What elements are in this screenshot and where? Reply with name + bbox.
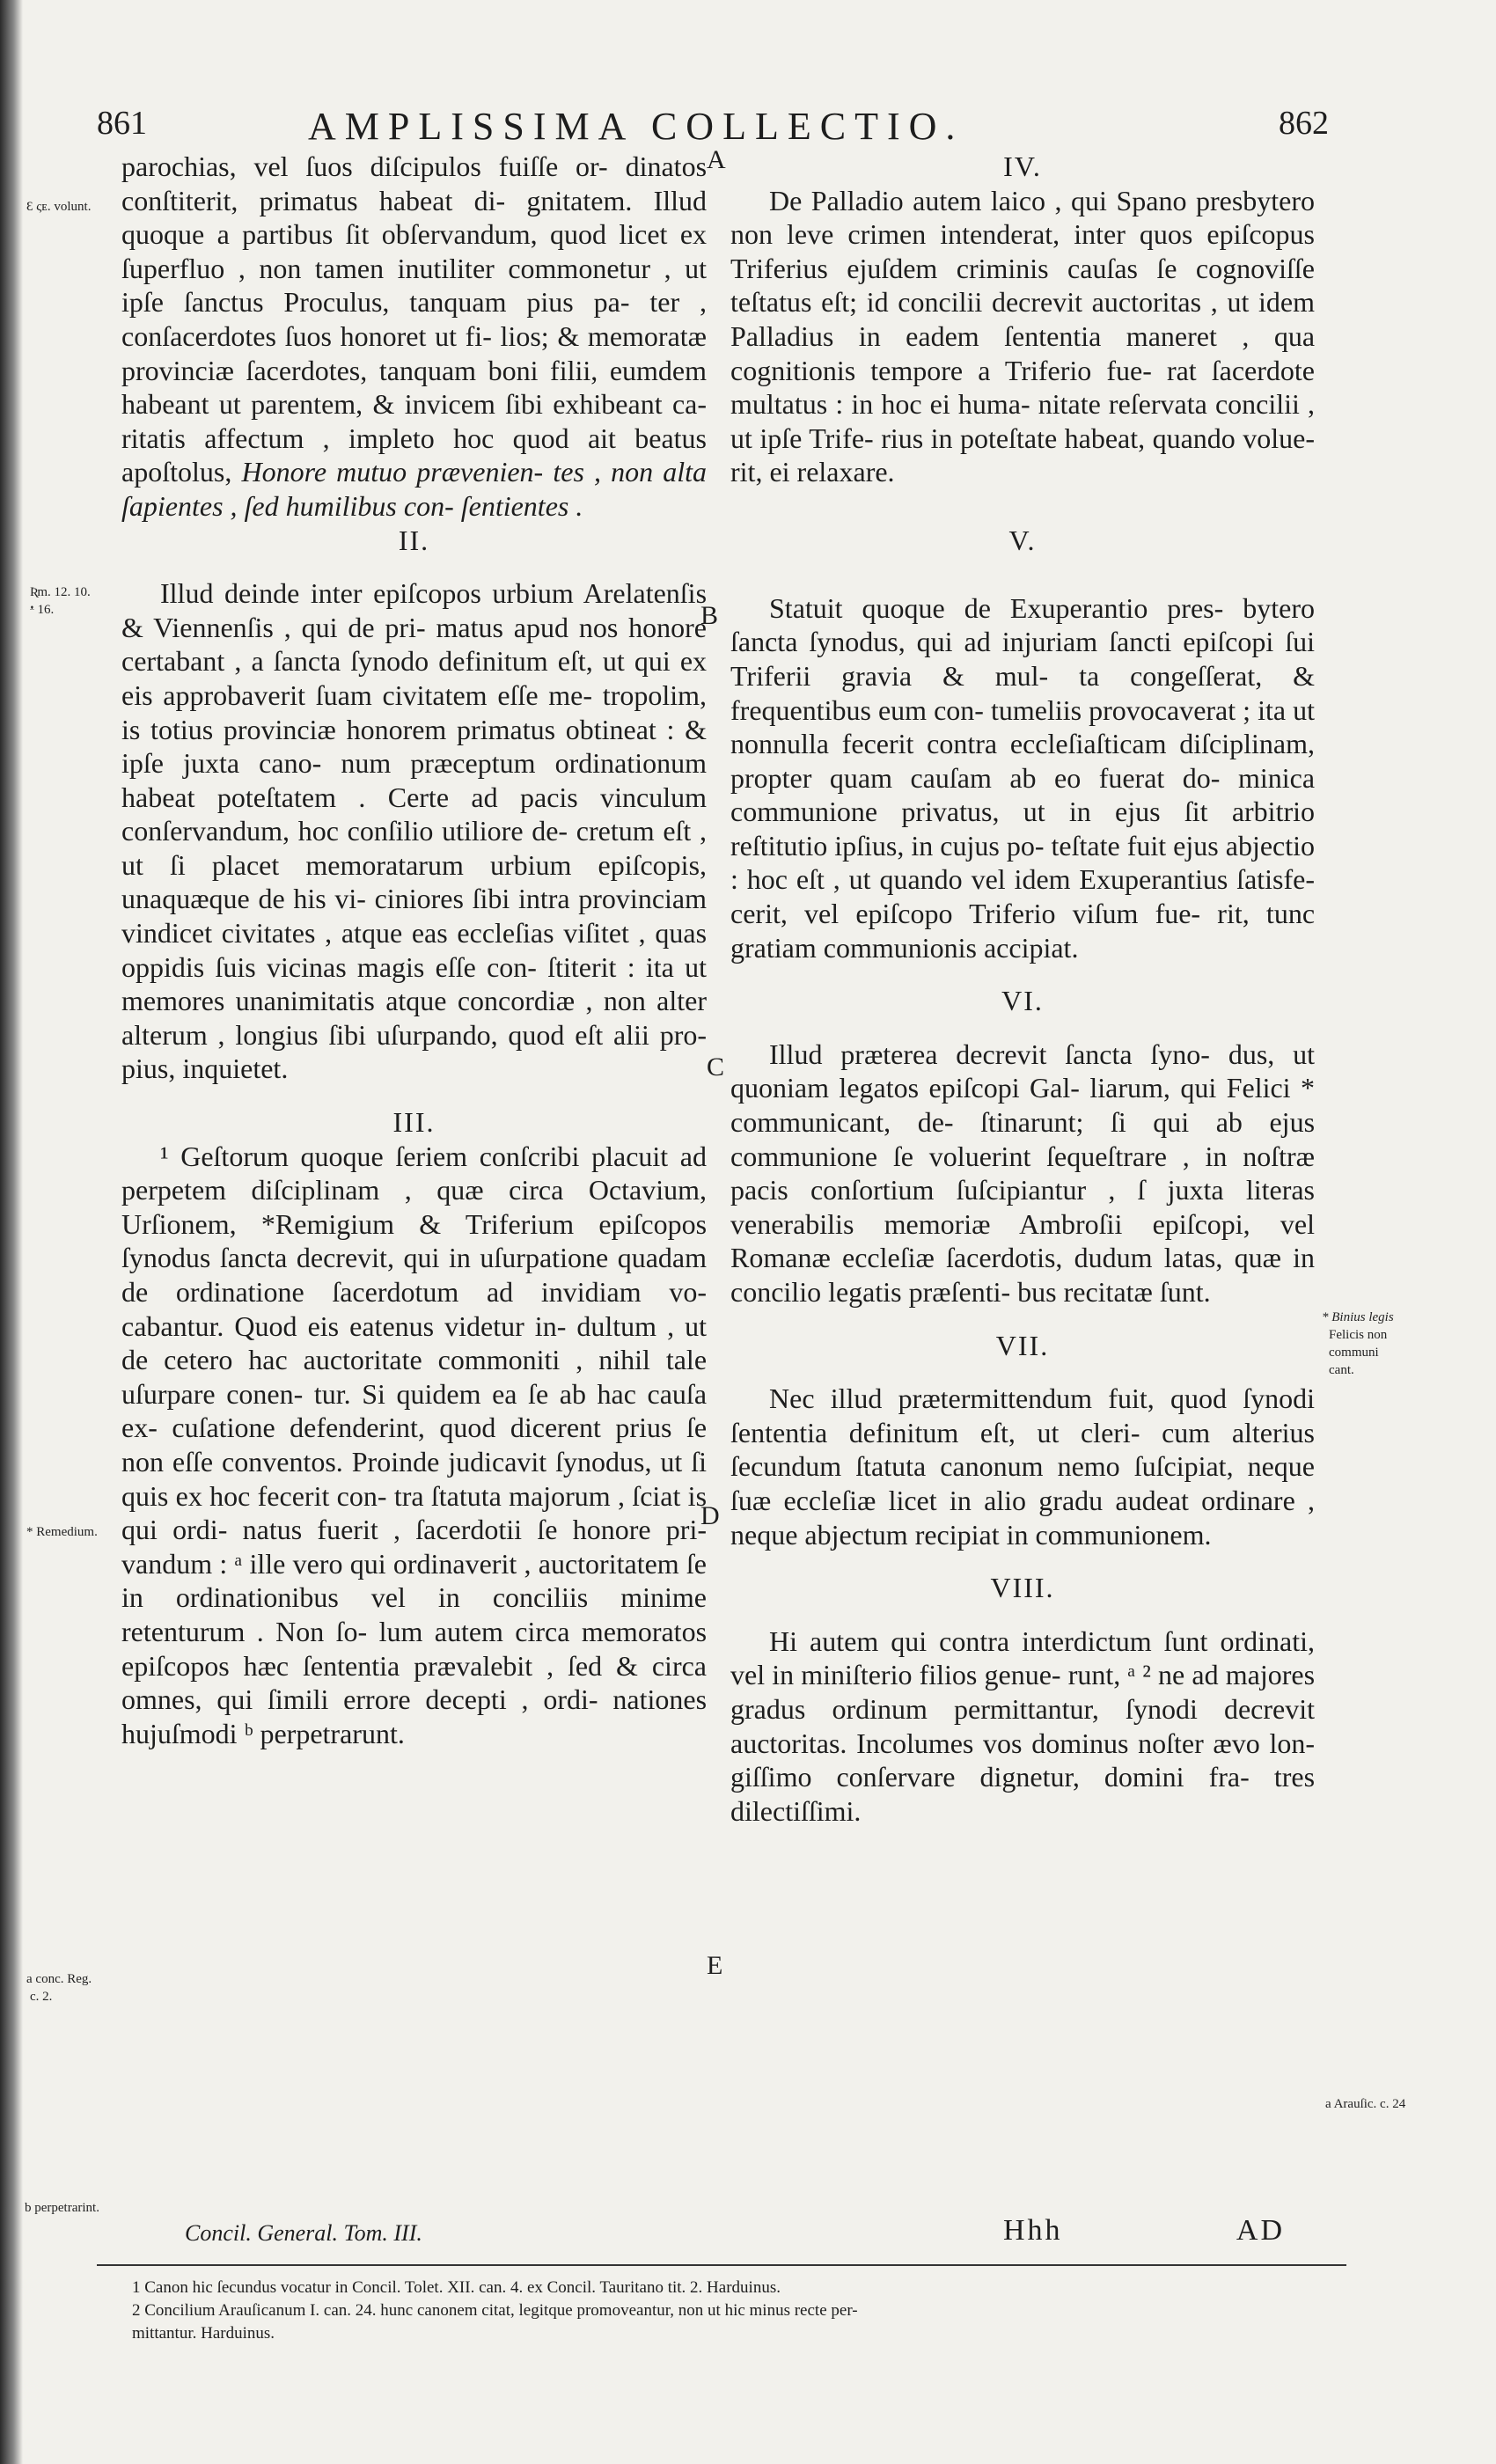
margin-note-right-1d: cant. <box>1329 1363 1354 1377</box>
paragraph-1: parochias, vel ſuos diſcipulos fuiſſe or- dinatos conſtiterit, primatus habeat di- gnitatem. Illud quoque a partibus ſit obſervandum, quod licet ex ſuperfluo , non tamen inutiliter commonetur , ut ipſe ſanctus Proculus, tanquam pius pa- ter , conſacerdotes ſuos honoret ut fi- lios; & memoratæ provinciæ ſacerdotes, tanquam boni filii, eumdem habeant ut parentem, & invicem ſibi exhibeant ca- ritatis affectum , impleto hoc quod ait beatus apoſtolus, Honore mutuo prævenien- tes , non alta ſapientes , ſed humilibus con- ſentientes . <box>121 150 708 522</box>
signature-mark: Hhh <box>1003 2214 1063 2247</box>
margin-note-right-1c: communi <box>1329 1346 1379 1360</box>
section-heading-2: II. <box>398 524 430 556</box>
margin-note-left-1: Ɛ ςᴇ. volunt. <box>26 200 92 214</box>
quote-text: Honore mutuo prævenien- <box>241 456 544 488</box>
catchword: AD <box>1236 2214 1285 2247</box>
section-marker-a: A <box>707 145 726 174</box>
margin-note-left-2b: ᵜ 16. <box>30 603 55 617</box>
footnotes <box>132 2277 1329 2345</box>
footnote-1: 1 Canon hic ſecundus vocatur in Concil. Tolet. XII. can. 4. ex Concil. Tauritano tit. 2. Harduinus. <box>132 2278 781 2297</box>
section-heading-7: VII. <box>995 1329 1050 1361</box>
margin-note-left-3: * Remedium. <box>26 1525 98 1539</box>
signature-line: Concil. General. Tom. III. <box>185 2220 422 2246</box>
margin-note-left-4b: c. 2. <box>30 1990 53 2004</box>
binding-gutter <box>0 0 23 2464</box>
paragraph-7: Nec illud prætermittendum fuit, quod ſynodi ſententia definitum eſt, ut cleri- cum alterius ſecundum ſtatuta canonum nemo ſuſcipiat, neque ſuæ eccleſiæ licet in alio gradu audeat ordinare , neque abjectum recipiat in communionem. <box>730 1382 1316 1551</box>
right-column <box>730 150 1315 1828</box>
margin-note-left-5: b perpetrarint. <box>25 2201 99 2215</box>
margin-note-left-2: Ʀm. 12. 10. <box>30 585 91 599</box>
section-marker-b: B <box>700 601 719 630</box>
section-marker-c: C <box>707 1052 725 1082</box>
signature-block <box>1003 2214 1302 2248</box>
paragraph-8: Hi autem qui contra interdictum ſunt ordinati, vel in miniſterio filios genue- runt, ᵃ ² ne ad majores gradus ordinum permittantur, ſynodi decrevit auctoritas. Incolumes vos dominus noſter ævo lon- giſſimo conſervare dignetur, domini fra- tres dilectiſſimi. <box>730 1624 1316 1827</box>
paragraph-3: ¹ Geſtorum quoque ſeriem conſcribi placuit ad perpetem diſciplinam , quæ circa Octavium, Urſionem, *Remigium & Triferium epiſcopos ſynodus ſancta decrevit, qui in uſurpatione quadam de ordinatione ſacerdotum ad invidiam vo- cabantur. Quod eis eatenus videtur in- dultum , ut de cetero hac auctoritate commoniti , nihil tale uſurpare conen- tur. Si quidem ea ſe ab hac cauſa ex- cuſatione defenderint, quod dicerent prius ſe non eſſe conventos. Proinde judicavit ſynodus, ut ſi quis ex hoc fecerit con- tra ſtatuta majorum , ſciat is qui ordi- natus fuerit , ſacerdotii ſe honore pri- vandum : ᵃ ille vero qui ordinaverit , auctoritatem ſe in ordinationibus vel in conciliis minime retenturum . Non ſo- lum autem circa memoratos epiſcopos hæc ſententia prævalebit , ſed & circa omnes, qui ſimili errore decepti , ordi- nationes hujuſmodi ᵇ perpetrarunt. <box>121 1140 708 1749</box>
paragraph-2: Illud deinde inter epiſcopos urbium Arelatenſis & Viennenſis , qui de pri- matus apud nos honore certabant , a ſancta ſynodo definitum eſt, ut qui ex eis approbaverit ſuam civitatem eſſe me- tropolim, is totius provinciæ honorem primatus obtineat : & ipſe juxta cano- num præceptum ordinationum habeat poteſtatem . Certe ad pacis vinculum conſervandum, hoc conſilio utiliore de- cretum eſt , ut ſi placet memoratarum urbium epiſcopis, unaquæque de his vi- ciniores ſibi intra provinciam vindicet civitates , atque eas eccleſias viſitet , quas oppidis ſuis vicinas magis eſſe con- ſtiterit : ita ut memores unanimitatis atque concordiæ , non alter alterum , longius ſibi uſurpando, quod eſt alii pro- pius, inquietet. <box>121 577 708 1085</box>
page-number-left: 861 <box>97 105 147 142</box>
margin-note-right-2: a Arauſic. c. 24 <box>1325 2097 1406 2111</box>
section-marker-e: E <box>707 1951 723 1980</box>
section-marker-d: D <box>700 1501 720 1530</box>
footnote-2-cont: mittantur. Harduinus. <box>132 2324 275 2343</box>
section-heading-6: VI. <box>1001 985 1044 1017</box>
margin-note-right-1a: * Binius legis <box>1322 1310 1394 1324</box>
footnote-rule <box>97 2264 1346 2266</box>
paragraph-4: De Palladio autem laico , qui Spano presbytero non leve crimen intenderat, inter quos epiſcopus Triferius ejuſdem criminis cauſas ſe cognoviſſe teſtatus eſt; id concilii decrevit auctoritas , ut idem Palladius in eadem ſententia maneret , qua cognitionis tempore a Triferio fue- rat ſacerdote multatus : in hoc ei huma- nitate reſervata concilii , ut ipſe Trife- rius in poteſtate habeat, quando volue- rit, ei relaxare. <box>730 184 1316 488</box>
section-heading-8: VIII. <box>990 1572 1055 1604</box>
paragraph-6: Illud præterea decrevit ſancta ſyno- dus, ut quoniam legatos epiſcopi Gal- liarum, qui Felici * communicant, de- ſtinarunt; ſi qui ab ejus communione ſe voluerint ſequeſtrare , in noſtræ pacis conſortium ſuſcipiantur , ſ juxta literas venerabilis memoriæ Ambroſii epiſcopi, vel Romanæ eccleſiæ ſacerdotis, dudum latas, quæ in concilio legatis præſenti- bus recitatæ ſunt. <box>730 1038 1316 1308</box>
section-heading-5: V. <box>1008 524 1037 556</box>
margin-note-right-1b: Felicis non <box>1329 1328 1388 1342</box>
running-title: AMPLISSIMA COLLECTIO. <box>308 105 964 148</box>
page-number-right: 862 <box>1279 105 1329 142</box>
section-heading-3: III. <box>392 1106 436 1139</box>
section-heading-4: IV. <box>1003 150 1042 182</box>
margin-note-left-4: a conc. Reg. <box>26 1972 92 1986</box>
left-column <box>121 150 707 1750</box>
footnote-2: 2 Concilium Arauſicanum I. can. 24. hunc canonem citat, legitque promoveantur, non ut hic minus recte per- <box>132 2301 858 2320</box>
paragraph-5: Statuit quoque de Exuperantio pres- bytero ſancta ſynodus, qui ad injuriam ſancti epiſcopi ſui Triferii gravia & mul- ta congeſſerat, & frequentibus eum con- tumeliis provocaverat ; ita ut nonnulla fecerit contra eccleſiaſticam diſciplinam, propter quam cauſam ab eo fuerat do- minica communione privatus, ut in ejus ſit arbitrio reſtitutio ipſius, in cujus po- teſtate fuit ejus abjectio : hoc eſt , ut quando vel idem Exuperantius ſatisfe- cerit, vel epiſcopo Triferio viſum fue- rit, tunc gratiam communionis accipiat. <box>730 591 1316 964</box>
